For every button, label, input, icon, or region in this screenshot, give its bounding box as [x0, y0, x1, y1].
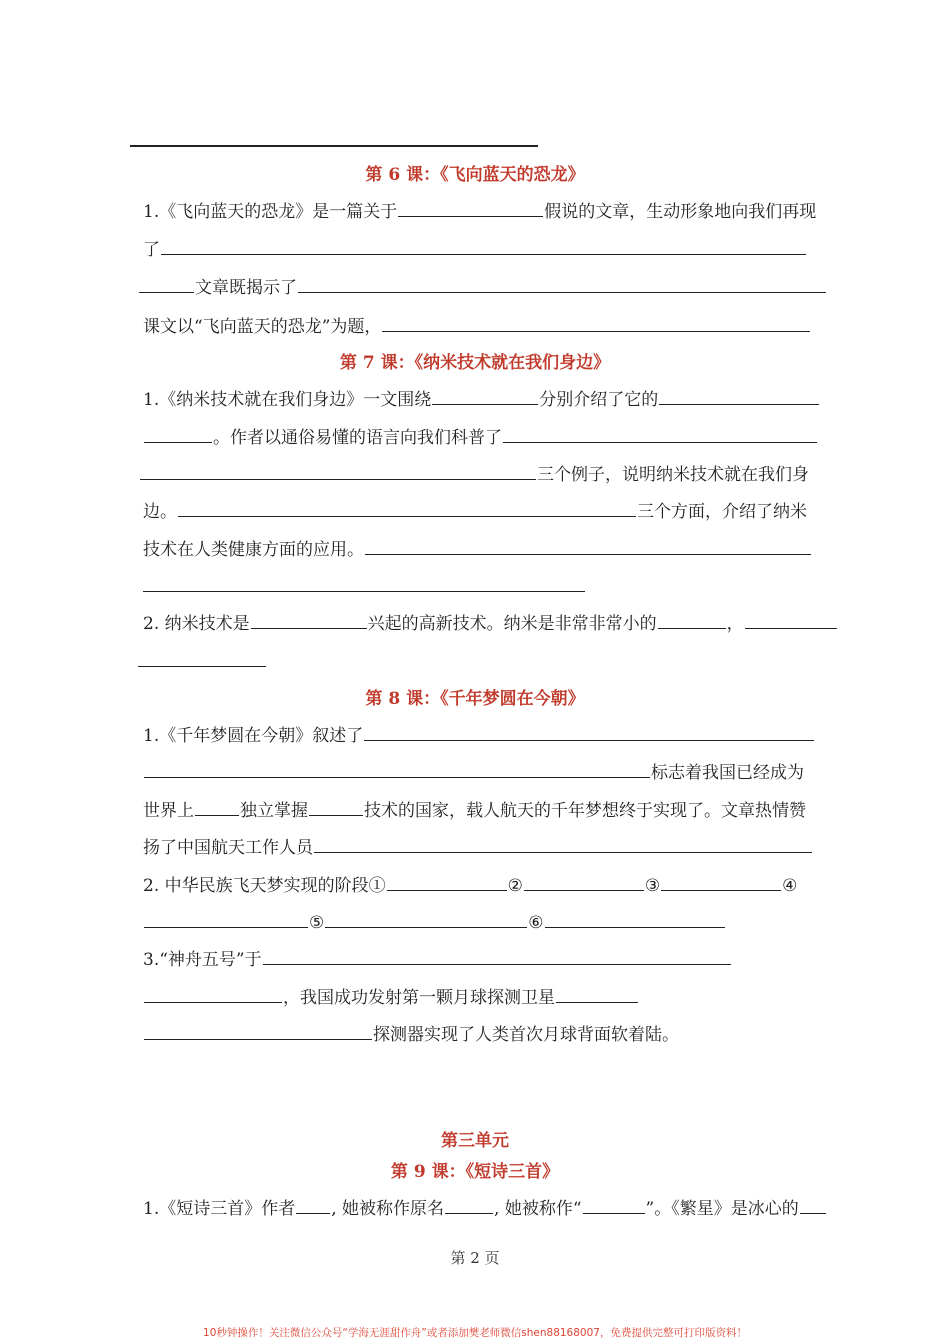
- top-divider: [130, 145, 538, 147]
- lesson6-q1-line2: 了: [143, 236, 807, 261]
- answer-blank[interactable]: [658, 610, 726, 629]
- answer-blank[interactable]: [556, 984, 638, 1003]
- answer-blank[interactable]: [314, 834, 812, 853]
- lesson7-q1-line3: 三个例子，说明纳米技术就在我们身: [139, 461, 809, 486]
- lesson8-q2-line2: ⑤ ⑥: [143, 909, 726, 934]
- lesson6-q1-line4: 课文以“飞向蓝天的恐龙”为题，: [143, 313, 811, 338]
- lesson7-q1-line1: 1.《纳米技术就在我们身边》一文围绕 分别介绍了它的: [143, 386, 820, 411]
- answer-blank[interactable]: [364, 722, 814, 741]
- answer-blank[interactable]: [263, 946, 731, 965]
- answer-blank[interactable]: [296, 1195, 330, 1214]
- lesson8-q1-line4: 扬了中国航天工作人员: [143, 834, 813, 859]
- lesson9-title: 第 9 课：《短诗三首》: [390, 1162, 560, 1182]
- lesson7-q1-line4: 边。 三个方面，介绍了纳米: [143, 498, 807, 523]
- answer-blank[interactable]: [545, 909, 725, 928]
- lesson8-q1-line3: 世界上 独立掌握 技术的国家，载人航天的千年梦想终于实现了。文章热情赞: [143, 797, 806, 822]
- answer-blank[interactable]: [144, 1021, 372, 1040]
- lesson6-q1-line1: 1.《飞向蓝天的恐龙》是一篇关于 假说的文章，生动形象地向我们再现: [143, 198, 816, 223]
- answer-blank[interactable]: [432, 386, 538, 405]
- lesson7-q1-line2: 。作者以通俗易懂的语言向我们科普了: [143, 424, 818, 449]
- answer-blank[interactable]: [178, 498, 636, 517]
- lesson8-q1-line2: 标志着我国已经成为: [143, 759, 804, 784]
- lesson8-q2-line1: 2. 中华民族飞天梦实现的阶段① ② ③ ④: [143, 872, 797, 897]
- lesson8-q3-line2: ，我国成功发射第一颗月球探测卫星: [143, 984, 639, 1009]
- answer-blank[interactable]: [251, 610, 367, 629]
- answer-blank[interactable]: [195, 797, 239, 816]
- answer-blank[interactable]: [445, 1195, 493, 1214]
- answer-blank[interactable]: [398, 198, 543, 217]
- lesson7-title: 第 7 课：《纳米技术就在我们身边》: [339, 353, 611, 373]
- lesson7-q2-line1: 2. 纳米技术是 兴起的高新技术。纳米是非常非常小的 ，: [143, 610, 838, 635]
- lesson8-q3-line1: 3.“神舟五号”于: [143, 946, 732, 971]
- answer-blank[interactable]: [298, 274, 826, 293]
- answer-blank[interactable]: [503, 424, 817, 443]
- answer-blank[interactable]: [583, 1195, 645, 1214]
- answer-blank[interactable]: [138, 666, 266, 667]
- lesson8-title: 第 8 课：《千年梦圆在今朝》: [365, 689, 585, 709]
- answer-blank[interactable]: [139, 274, 194, 293]
- answer-blank[interactable]: [144, 984, 282, 1003]
- answer-blank[interactable]: [661, 872, 781, 891]
- lesson6-title: 第 6 课：《飞向蓝天的恐龙》: [365, 165, 585, 185]
- lesson6-q1-line3: 文章既揭示了: [138, 274, 827, 299]
- answer-blank[interactable]: [140, 461, 536, 480]
- answer-blank[interactable]: [325, 909, 527, 928]
- answer-blank[interactable]: [800, 1195, 826, 1214]
- answer-blank[interactable]: [387, 872, 507, 891]
- answer-blank[interactable]: [144, 759, 650, 778]
- answer-blank[interactable]: [144, 909, 308, 928]
- page-number: 第 2 页: [450, 1249, 500, 1267]
- answer-blank[interactable]: [144, 424, 212, 443]
- answer-blank[interactable]: [309, 797, 363, 816]
- answer-blank[interactable]: [382, 313, 810, 332]
- lesson7-q1-line5: 技术在人类健康方面的应用。: [143, 536, 812, 561]
- answer-blank[interactable]: [365, 536, 811, 555]
- answer-blank[interactable]: [745, 610, 837, 629]
- answer-blank[interactable]: [524, 872, 644, 891]
- answer-blank[interactable]: [659, 386, 819, 405]
- footer-note: 10秒钟操作！关注微信公众号“学海无涯甜作舟”或者添加樊老师微信shen88168007，免费提供完整可打印版资料！: [203, 1327, 747, 1339]
- unit3-title: 第三单元: [441, 1131, 509, 1151]
- lesson8-q3-line3: 探测器实现了人类首次月球背面软着陆。: [143, 1021, 679, 1046]
- lesson8-q1-line1: 1.《千年梦圆在今朝》叙述了: [143, 722, 815, 747]
- answer-blank[interactable]: [161, 236, 806, 255]
- answer-blank[interactable]: [143, 591, 585, 592]
- lesson9-q1-line1: 1.《短诗三首》作者 , 她被称作原名 , 她被称作“ ”。《繁星》是冰心的: [143, 1195, 827, 1220]
